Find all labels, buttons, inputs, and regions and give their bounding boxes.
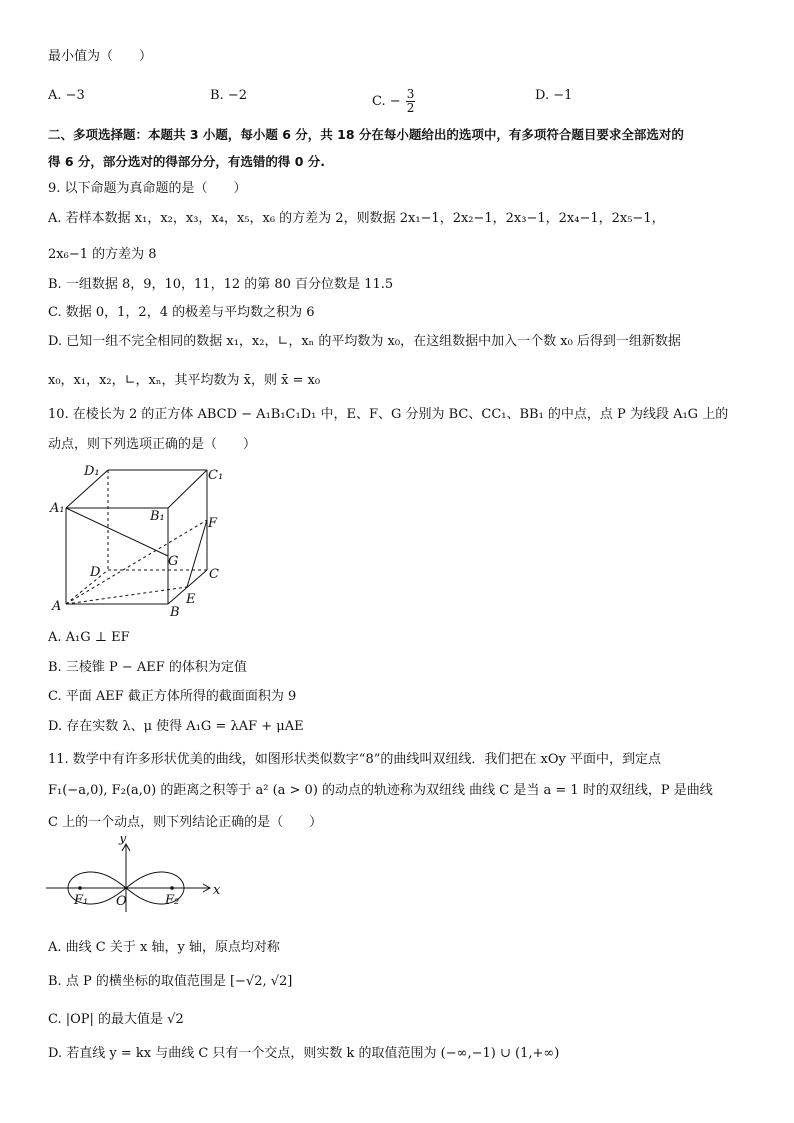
lemniscate-figure — [40, 836, 230, 916]
q9-stem: 9. 以下命题为真命题的是（ ） — [48, 181, 247, 196]
label-d: D — [90, 565, 101, 580]
section2-header-line2: 得 6 分，部分选对的得部分分，有选错的得 0 分. — [48, 154, 326, 169]
label-e: E — [186, 592, 196, 607]
q10-stem-line2: 动点，则下列选项正确的是（ ） — [48, 437, 257, 452]
q9-option-d-line1: D. 已知一组不完全相同的数据 x₁，x₂，∟，xₙ 的平均数为 x₀，在这组数据中加入一个数 x₀ 后得到一组新数据 — [48, 334, 681, 349]
q8-option-c-label: C. − — [372, 94, 401, 109]
q8-option-b: B. −2 — [210, 88, 247, 103]
label-y: y — [119, 836, 127, 846]
frac-denominator: 2 — [406, 101, 415, 115]
section2-header-line1: 二、多项选择题：本题共 3 小题，每小题 6 分，共 18 分在每小题给出的选项中，有多项符合题目要求全部选对的 — [48, 127, 684, 142]
segment-ae-hidden — [66, 587, 187, 604]
q8-stem-tail: 最小值为（ ） — [48, 49, 153, 64]
q10-option-b: B. 三棱锥 P − AEF 的体积为定值 — [48, 660, 247, 675]
q9-option-c: C. 数据 0，1，2，4 的极差与平均数之积为 6 — [48, 305, 315, 320]
q9-option-a-line2: 2x₆−1 的方差为 8 — [48, 247, 157, 262]
q9-option-a-line1: A. 若样本数据 x₁，x₂，x₃，x₄，x₅，x₆ 的方差为 2，则数据 2x₁−1，2x₂−1，2x₃−1，2x₄−1，2x₅−1， — [48, 211, 665, 226]
label-a: A — [52, 599, 62, 614]
label-g: G — [168, 554, 179, 569]
q11-stem-line1: 11. 数学中有许多形状优美的曲线，如图形状类似数字“8”的曲线叫双纽线．我们把在 xOy 平面中，到定点 — [48, 752, 661, 767]
label-f: F — [208, 516, 218, 531]
label-f1: F₁ — [74, 893, 89, 908]
focus-f1-dot — [78, 886, 82, 890]
q8-option-d: D. −1 — [535, 88, 573, 103]
cube-figure — [40, 458, 240, 623]
label-c1: C₁ — [208, 468, 224, 483]
q11-option-b: B. 点 P 的横坐标的取值范围是 [−√2, √2] — [48, 974, 293, 989]
q8-option-a: A. −3 — [48, 88, 85, 103]
label-b: B — [170, 605, 180, 620]
label-b1: B₁ — [150, 509, 165, 524]
label-d1: D₁ — [84, 464, 100, 479]
q11-stem-line2: F₁(−a,0), F₂(a,0) 的距离之积等于 a² (a > 0) 的动点的轨迹称为双纽线 曲线 C 是当 a = 1 时的双纽线，P 是曲线 — [48, 783, 713, 798]
label-f2: F₂ — [165, 893, 180, 908]
q8-option-c — [372, 88, 415, 115]
q9-option-b: B. 一组数据 8，9，10，11，12 的第 80 百分位数是 11.5 — [48, 277, 394, 292]
q8-option-c-fraction — [406, 88, 416, 115]
label-origin: O — [116, 894, 127, 909]
label-a1: A₁ — [50, 501, 65, 516]
q11-option-c: C. |OP| 的最大值是 √2 — [48, 1012, 184, 1027]
q10-option-c: C. 平面 AEF 截正方体所得的截面面积为 9 — [48, 689, 297, 704]
q10-option-a: A. A₁G ⊥ EF — [48, 630, 130, 645]
label-c: C — [209, 567, 219, 582]
q11-option-a: A. 曲线 C 关于 x 轴，y 轴，原点均对称 — [48, 940, 280, 955]
q11-stem-line3: C 上的一个动点，则下列结论正确的是（ ） — [48, 815, 323, 830]
q9-option-d-line2: x₀，x₁，x₂，∟，xₙ，其平均数为 x̄，则 x̄ = x₀ — [48, 373, 321, 388]
q10-stem-line1: 10. 在棱长为 2 的正方体 ABCD − A₁B₁C₁D₁ 中，E、F、G 分别为 BC、CC₁、BB₁ 的中点，点 P 为线段 A₁G 上的 — [48, 407, 729, 422]
q10-option-d: D. 存在实数 λ、μ 使得 A₁G = λAF + μAE — [48, 719, 304, 734]
focus-f2-dot — [170, 886, 174, 890]
q11-option-d: D. 若直线 y = kx 与曲线 C 只有一个交点，则实数 k 的取值范围为 (−∞,−1) ∪ (1,+∞) — [48, 1046, 560, 1061]
frac-numerator: 3 — [406, 87, 415, 101]
edge-b1c1 — [168, 470, 207, 508]
label-x: x — [213, 883, 221, 898]
